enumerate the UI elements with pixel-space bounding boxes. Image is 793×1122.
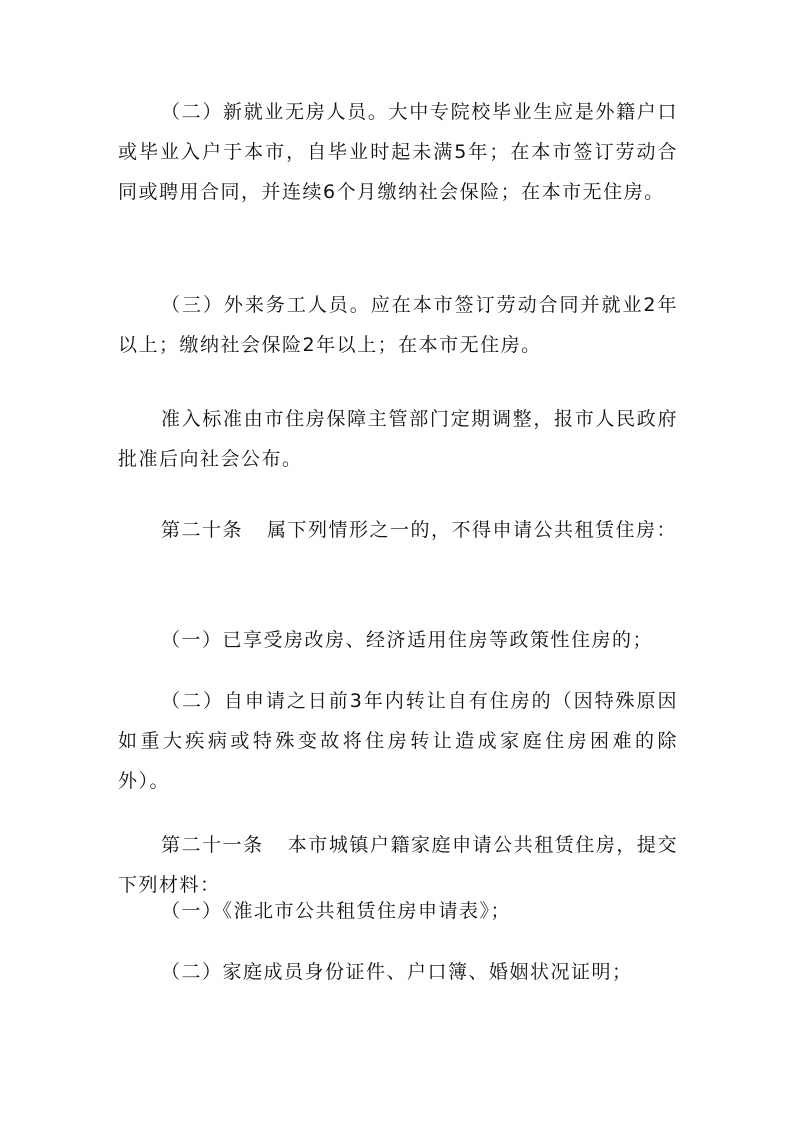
paragraph-transfer-housing: （二）自申请之日前3年内转让自有住房的（因特殊原因如重大疾病或特殊变故将住房转让造成家庭住房困难的除外）。 bbox=[118, 690, 678, 792]
article-21-label: 第二十一条 bbox=[161, 834, 264, 856]
article-21-text: 本市城镇户籍家庭申请公共租赁住房，提交下列材料： bbox=[118, 834, 678, 896]
paragraph-application-form: （一）《淮北市公共租赁住房申请表》； bbox=[161, 900, 512, 922]
article-20-label: 第二十条 bbox=[161, 519, 244, 541]
paragraph-identity-documents: （二）家庭成员身份证件、户口簿、婚姻状况证明； bbox=[161, 961, 633, 983]
paragraph-policy-housing: （一）已享受房改房、经济适用住房等政策性住房的； bbox=[161, 629, 654, 651]
paragraph-new-employment: （二）新就业无房人员。大中专院校毕业生应是外籍户口或毕业入户于本市，自毕业时起未满5年；在本市签订劳动合同或聘用合同，并连续6个月缴纳社会保险；在本市无住房。 bbox=[118, 101, 678, 203]
paragraph-migrant-workers: （三）外来务工人员。应在本市签订劳动合同并就业2年以上；缴纳社会保险2年以上；在本市无住房。 bbox=[118, 294, 678, 356]
paragraph-admission-standard: 准入标准由市住房保障主管部门定期调整，报市人民政府批准后向社会公布。 bbox=[118, 408, 678, 470]
paragraph-article-20 bbox=[118, 510, 678, 550]
article-20-text: 属下列情形之一的，不得申请公共租赁住房： bbox=[267, 519, 678, 541]
